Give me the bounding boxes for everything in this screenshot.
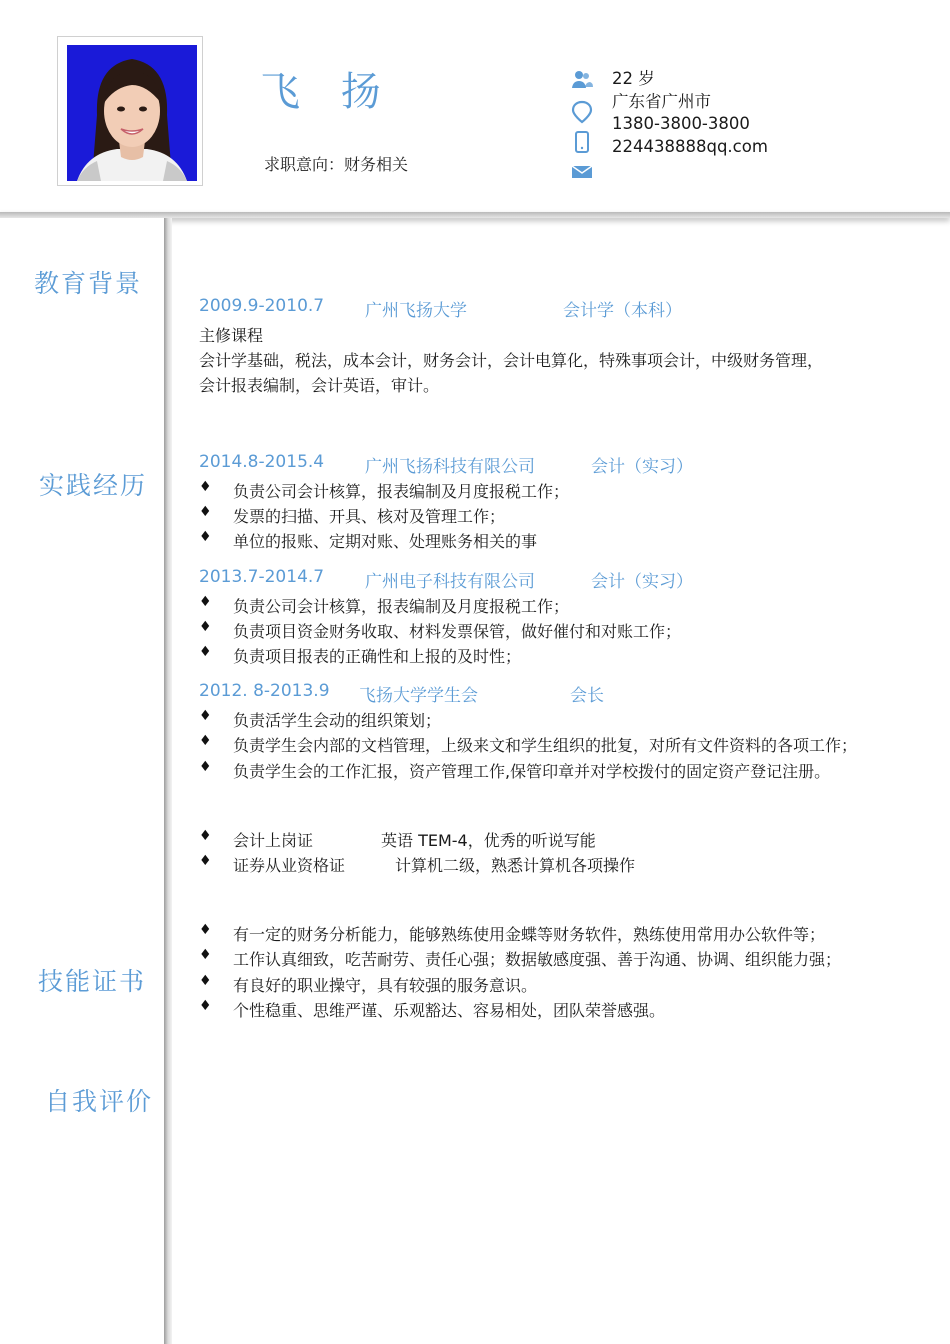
section-sidebar xyxy=(0,218,167,1344)
course-list-line-1: 会计学基础，税法，成本会计，财务会计，会计电算化，特殊事项会计，中级财务管理， xyxy=(199,351,824,370)
candidate-name: 飞 扬 xyxy=(260,69,395,115)
skill-ability: 英语 TEM-4，优秀的听说写能 xyxy=(381,831,596,850)
diamond-bullet-icon: ♦ xyxy=(199,479,212,495)
course-list-line-2: 会计报表编制，会计英语，审计。 xyxy=(199,376,440,395)
diamond-bullet-icon: ♦ xyxy=(199,759,212,775)
diamond-bullet-icon: ♦ xyxy=(199,594,212,610)
practice-date: 2014.8-2015.4 xyxy=(199,452,325,472)
skill-ability: 计算机二级，熟悉计算机各项操作 xyxy=(395,856,636,875)
diamond-bullet-icon: ♦ xyxy=(199,853,212,869)
practice-role: 会长 xyxy=(570,686,604,706)
section-title-self: 自我评价 xyxy=(45,1087,154,1116)
practice-date: 2012. 8-2013.9 xyxy=(199,681,330,701)
mobile-phone-icon xyxy=(570,130,594,154)
practice-org: 广州飞扬科技有限公司 xyxy=(365,457,535,477)
diamond-bullet-icon: ♦ xyxy=(199,644,212,660)
skill-certificate: 证券从业资格证 xyxy=(233,856,346,875)
photo-frame xyxy=(57,36,203,186)
diamond-bullet-icon: ♦ xyxy=(199,828,212,844)
phone-text: 1380-3800-3800 xyxy=(612,114,750,133)
practice-role: 会计（实习） xyxy=(591,572,693,592)
practice-org: 飞扬大学学生会 xyxy=(359,686,478,706)
diamond-bullet-icon: ♦ xyxy=(199,947,212,963)
profile-photo xyxy=(67,45,197,181)
skill-certificate: 会计上岗证 xyxy=(233,831,314,850)
practice-role: 会计（实习） xyxy=(591,457,693,477)
education-date: 2009.9-2010.7 xyxy=(199,296,325,316)
diamond-bullet-icon: ♦ xyxy=(199,998,212,1014)
diamond-bullet-icon: ♦ xyxy=(199,619,212,635)
location-text: 广东省广州市 xyxy=(612,91,711,111)
email-text: 224438888qq.com xyxy=(612,136,768,156)
contact-info xyxy=(612,68,768,158)
job-intent: 求职意向：财务相关 xyxy=(264,155,409,174)
diamond-bullet-icon: ♦ xyxy=(199,922,212,938)
diamond-bullet-icon: ♦ xyxy=(199,504,212,520)
education-school: 广州飞扬大学 xyxy=(365,301,467,321)
diamond-bullet-icon: ♦ xyxy=(199,973,212,989)
resume-header xyxy=(0,0,950,214)
envelope-icon xyxy=(570,160,594,184)
practice-org: 广州电子科技有限公司 xyxy=(365,572,535,592)
section-title-practice: 实践经历 xyxy=(39,471,148,500)
practice-date: 2013.7-2014.7 xyxy=(199,567,325,587)
diamond-bullet-icon: ♦ xyxy=(199,529,212,545)
education-major: 会计学（本科） xyxy=(563,301,682,321)
diamond-bullet-icon: ♦ xyxy=(199,733,212,749)
sidebar-edge xyxy=(164,218,172,1344)
section-title-education: 教育背景 xyxy=(34,269,143,298)
portrait-illustration xyxy=(67,45,197,181)
section-title-skills: 技能证书 xyxy=(38,967,147,996)
person-icon xyxy=(570,68,594,92)
course-label: 主修课程 xyxy=(199,326,264,345)
age-text: 22 岁 xyxy=(612,69,655,88)
location-pin-icon xyxy=(570,100,594,124)
diamond-bullet-icon: ♦ xyxy=(199,708,212,724)
